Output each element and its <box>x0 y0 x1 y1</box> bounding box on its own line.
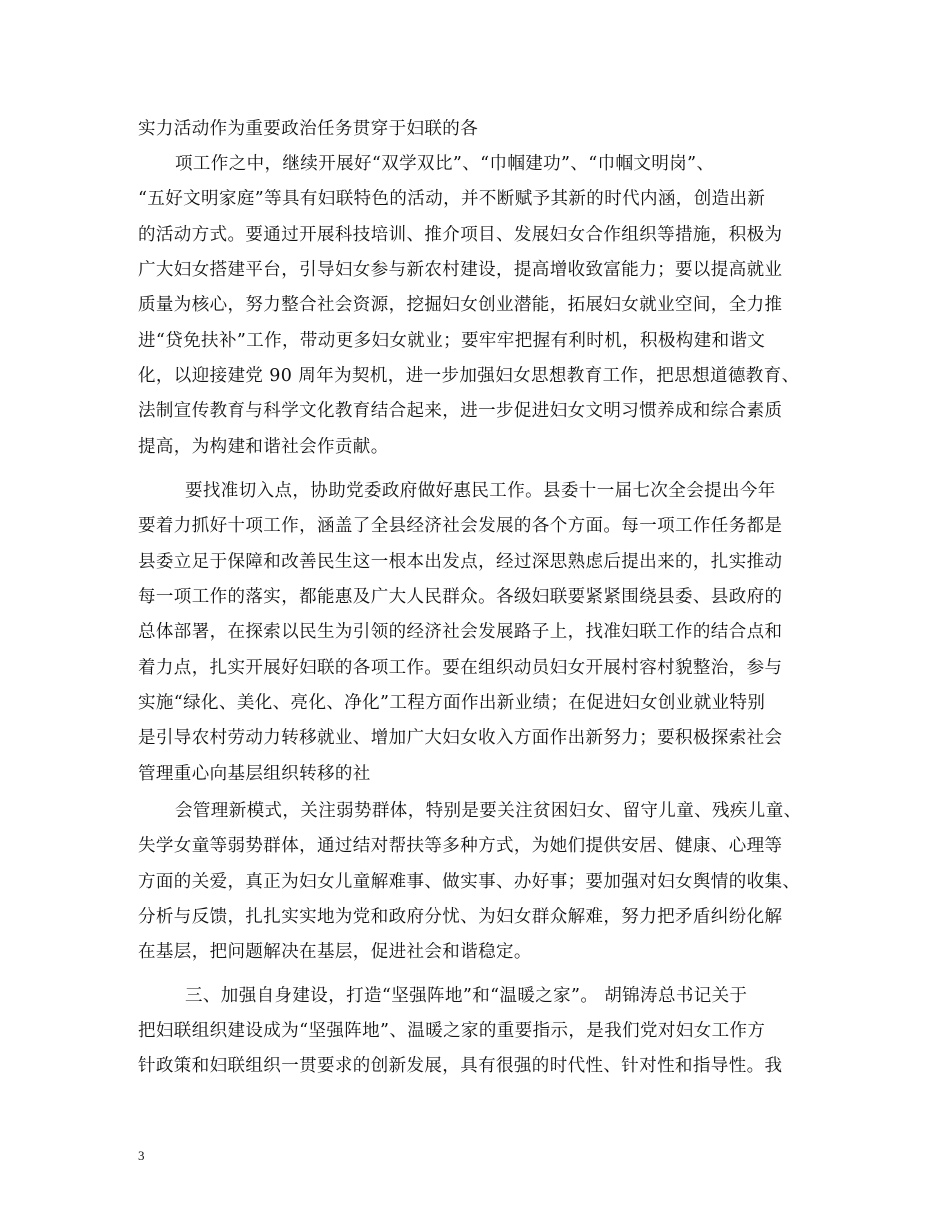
text-line: 县委立足于保障和改善民生这一根本出发点，经过深思熟虑后提出来的，扎实推动 <box>138 552 783 572</box>
text-line: 针政策和妇联组织一贯要求的创新发展，具有很强的时代性、针对性和指导性。我 <box>138 1056 783 1076</box>
text-line: 化，以迎接建党 90 周年为契机，进一步加强妇女思想教育工作，把思想道德教育、 <box>138 366 800 386</box>
text-line: 在基层，把问题解决在基层，促进社会和谐稳定。 <box>138 942 532 962</box>
text-line: 法制宣传教育与科学文化教育结合起来，进一步促进妇女文明习惯养成和综合素质 <box>138 401 783 421</box>
text-line: 总体部署，在探索以民生为引领的经济社会发展路子上，找准妇联工作的结合点和 <box>138 622 783 642</box>
text-line: 提高，为构建和谐社会作贡献。 <box>138 437 389 457</box>
text-line: 要着力抓好十项工作，涵盖了全县经济社会发展的各个方面。每一项工作任务都是 <box>138 516 783 536</box>
text-line: 进“贷免扶补”工作，带动更多妇女就业；要牢牢把握有利时机，积极构建和谐文 <box>138 331 766 351</box>
text-line: 管理重心向基层组织转移的社 <box>138 764 371 784</box>
text-line: 会管理新模式，关注弱势群体，特别是要关注贫困妇女、留守儿童、残疾儿童、 <box>175 801 802 821</box>
text-line: 实力活动作为重要政治任务贯穿于妇联的各 <box>138 119 479 139</box>
text-line: 广大妇女搭建平台，引导妇女参与新农村建设，提高增收致富能力；要以提高就业 <box>138 260 783 280</box>
text-line: 每一项工作的落实，都能惠及广大人民群众。各级妇联要紧紧围绕县委、县政府的 <box>138 587 783 607</box>
text-line: “五好文明家庭”等具有妇联特色的活动，并不断赋予其新的时代内涵，创造出新 <box>138 189 766 209</box>
text-line: 失学女童等弱势群体，通过结对帮扶等多种方式，为她们提供安居、健康、心理等 <box>138 836 783 856</box>
text-line: 方面的关爱，真正为妇女儿童解难事、做实事、办好事；要加强对妇女舆情的收集、 <box>138 872 801 892</box>
text-line: 的活动方式。要通过开展科技培训、推介项目、发展妇女合作组织等措施，积极为 <box>138 225 783 245</box>
text-line: 实施“绿化、美化、亮化、净化”工程方面作出新业绩；在促进妇女创业就业特别 <box>138 693 766 713</box>
text-line: 要找准切入点，协助党委政府做好惠民工作。县委十一届七次全会提出今年 <box>185 481 776 501</box>
text-line: 是引导农村劳动力转移就业、增加广大妇女收入方面作出新努力；要积极探索社会 <box>138 728 783 748</box>
text-line: 项工作之中，继续开展好“双学双比”、“巾帼建功”、“巾帼文明岗”、 <box>175 154 715 174</box>
text-line: 质量为核心，努力整合社会资源，挖掘妇女创业潜能，拓展妇女就业空间，全力推 <box>138 295 783 315</box>
text-line: 把妇联组织建设成为“坚强阵地”、温暖之家的重要指示，是我们党对妇女工作方 <box>138 1021 766 1041</box>
page-number: 3 <box>138 1148 145 1163</box>
text-line: 着力点，扎实开展好妇联的各项工作。要在组织动员妇女开展村容村貌整治，参与 <box>138 658 783 678</box>
text-line: 三、加强自身建设，打造“坚强阵地”和“温暖之家”。 胡锦涛总书记关于 <box>185 986 748 1006</box>
text-line: 分析与反馈，扎扎实实地为党和政府分忧、为妇女群众解难，努力把矛盾纠纷化解 <box>138 907 783 927</box>
